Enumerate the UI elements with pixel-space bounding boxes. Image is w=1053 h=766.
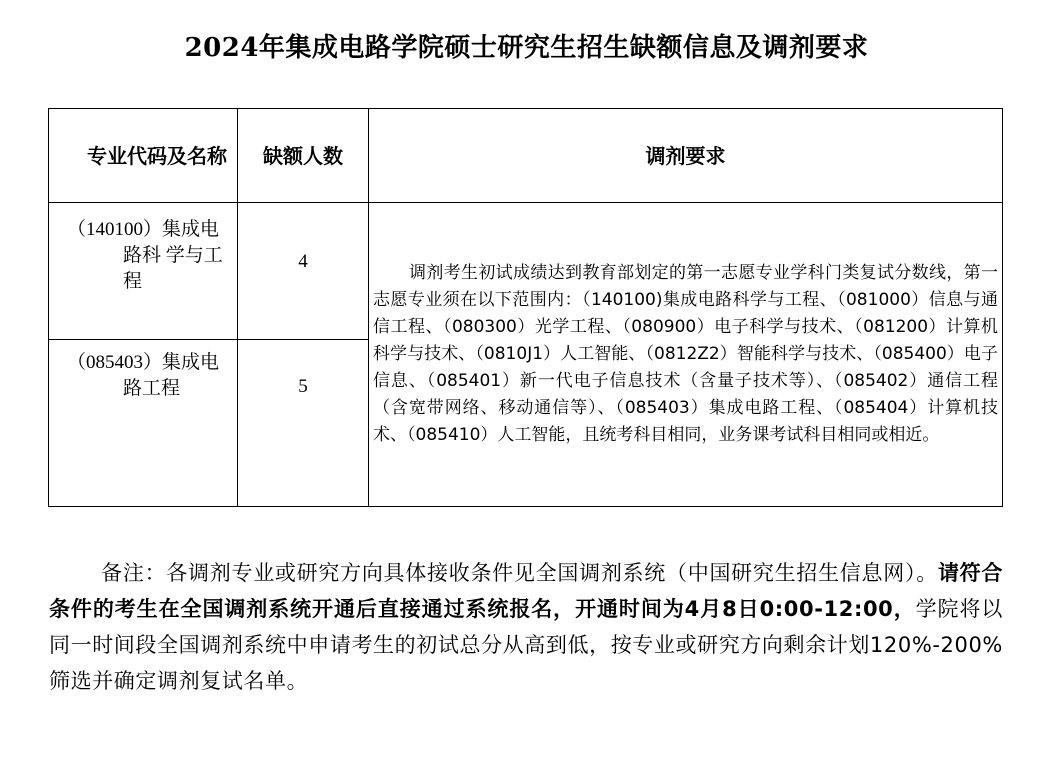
requirements-cell: 调剂考生初试成绩达到教育部划定的第一志愿专业学科门类复试分数线，第一志愿专业须在以下范围内：（140100)集成电路科学与工程、（081000）信息与通信工程、（080300）光学工程、（080900）电子科学与技术、（081200）计算机科学与技术、（0810J1）人工智能、（0812Z2）智能科学与技术、（085400）电子信息、（085401）新一代电子信息技术（含量子技术等）、（085402）通信工程（含宽带网络、移动通信等）、（085403）集成电路工程、（085404）计算机技术、（085410）人工智能，且统考科目相同，业务课考试科目相同或相近。 xyxy=(369,203,1003,507)
quota-table xyxy=(48,108,1003,507)
major-name: 路科 学与工程 xyxy=(123,245,223,292)
note-paragraph xyxy=(49,555,1003,699)
major-code: （085403）集成电 xyxy=(67,352,220,373)
table-row xyxy=(49,203,1003,340)
table-header-row xyxy=(49,109,1003,203)
page-title: 2024年集成电路学院硕士研究生招生缺额信息及调剂要求 xyxy=(184,33,869,63)
header-count: 缺额人数 xyxy=(238,109,369,203)
major-name: 路工程 xyxy=(123,378,181,399)
count-cell: 5 xyxy=(238,340,369,507)
count-cell: 4 xyxy=(238,203,369,340)
major-cell xyxy=(49,340,238,507)
note-text: 备注：各调剂专业或研究方向具体接收条件见全国调剂系统（中国研究生招生信息网）。 xyxy=(101,561,938,585)
note-bold-text: 请符合条件的考生在全国调剂系统开通后直接通过系统报名，开通时间为4月8日0:00-12:00， xyxy=(49,561,1003,621)
header-major: 专业代码及名称 xyxy=(49,109,238,203)
note-text-end: 学院将以同一时间段全国调剂系统中申请考生的初试总分从高到低，按专业或研究方向剩余计划120%-200%筛选并确定调剂复试名单。 xyxy=(49,597,1004,693)
major-code: （140100）集成电 xyxy=(67,219,220,240)
major-cell xyxy=(49,203,238,340)
header-requirements: 调剂要求 xyxy=(369,109,1003,203)
